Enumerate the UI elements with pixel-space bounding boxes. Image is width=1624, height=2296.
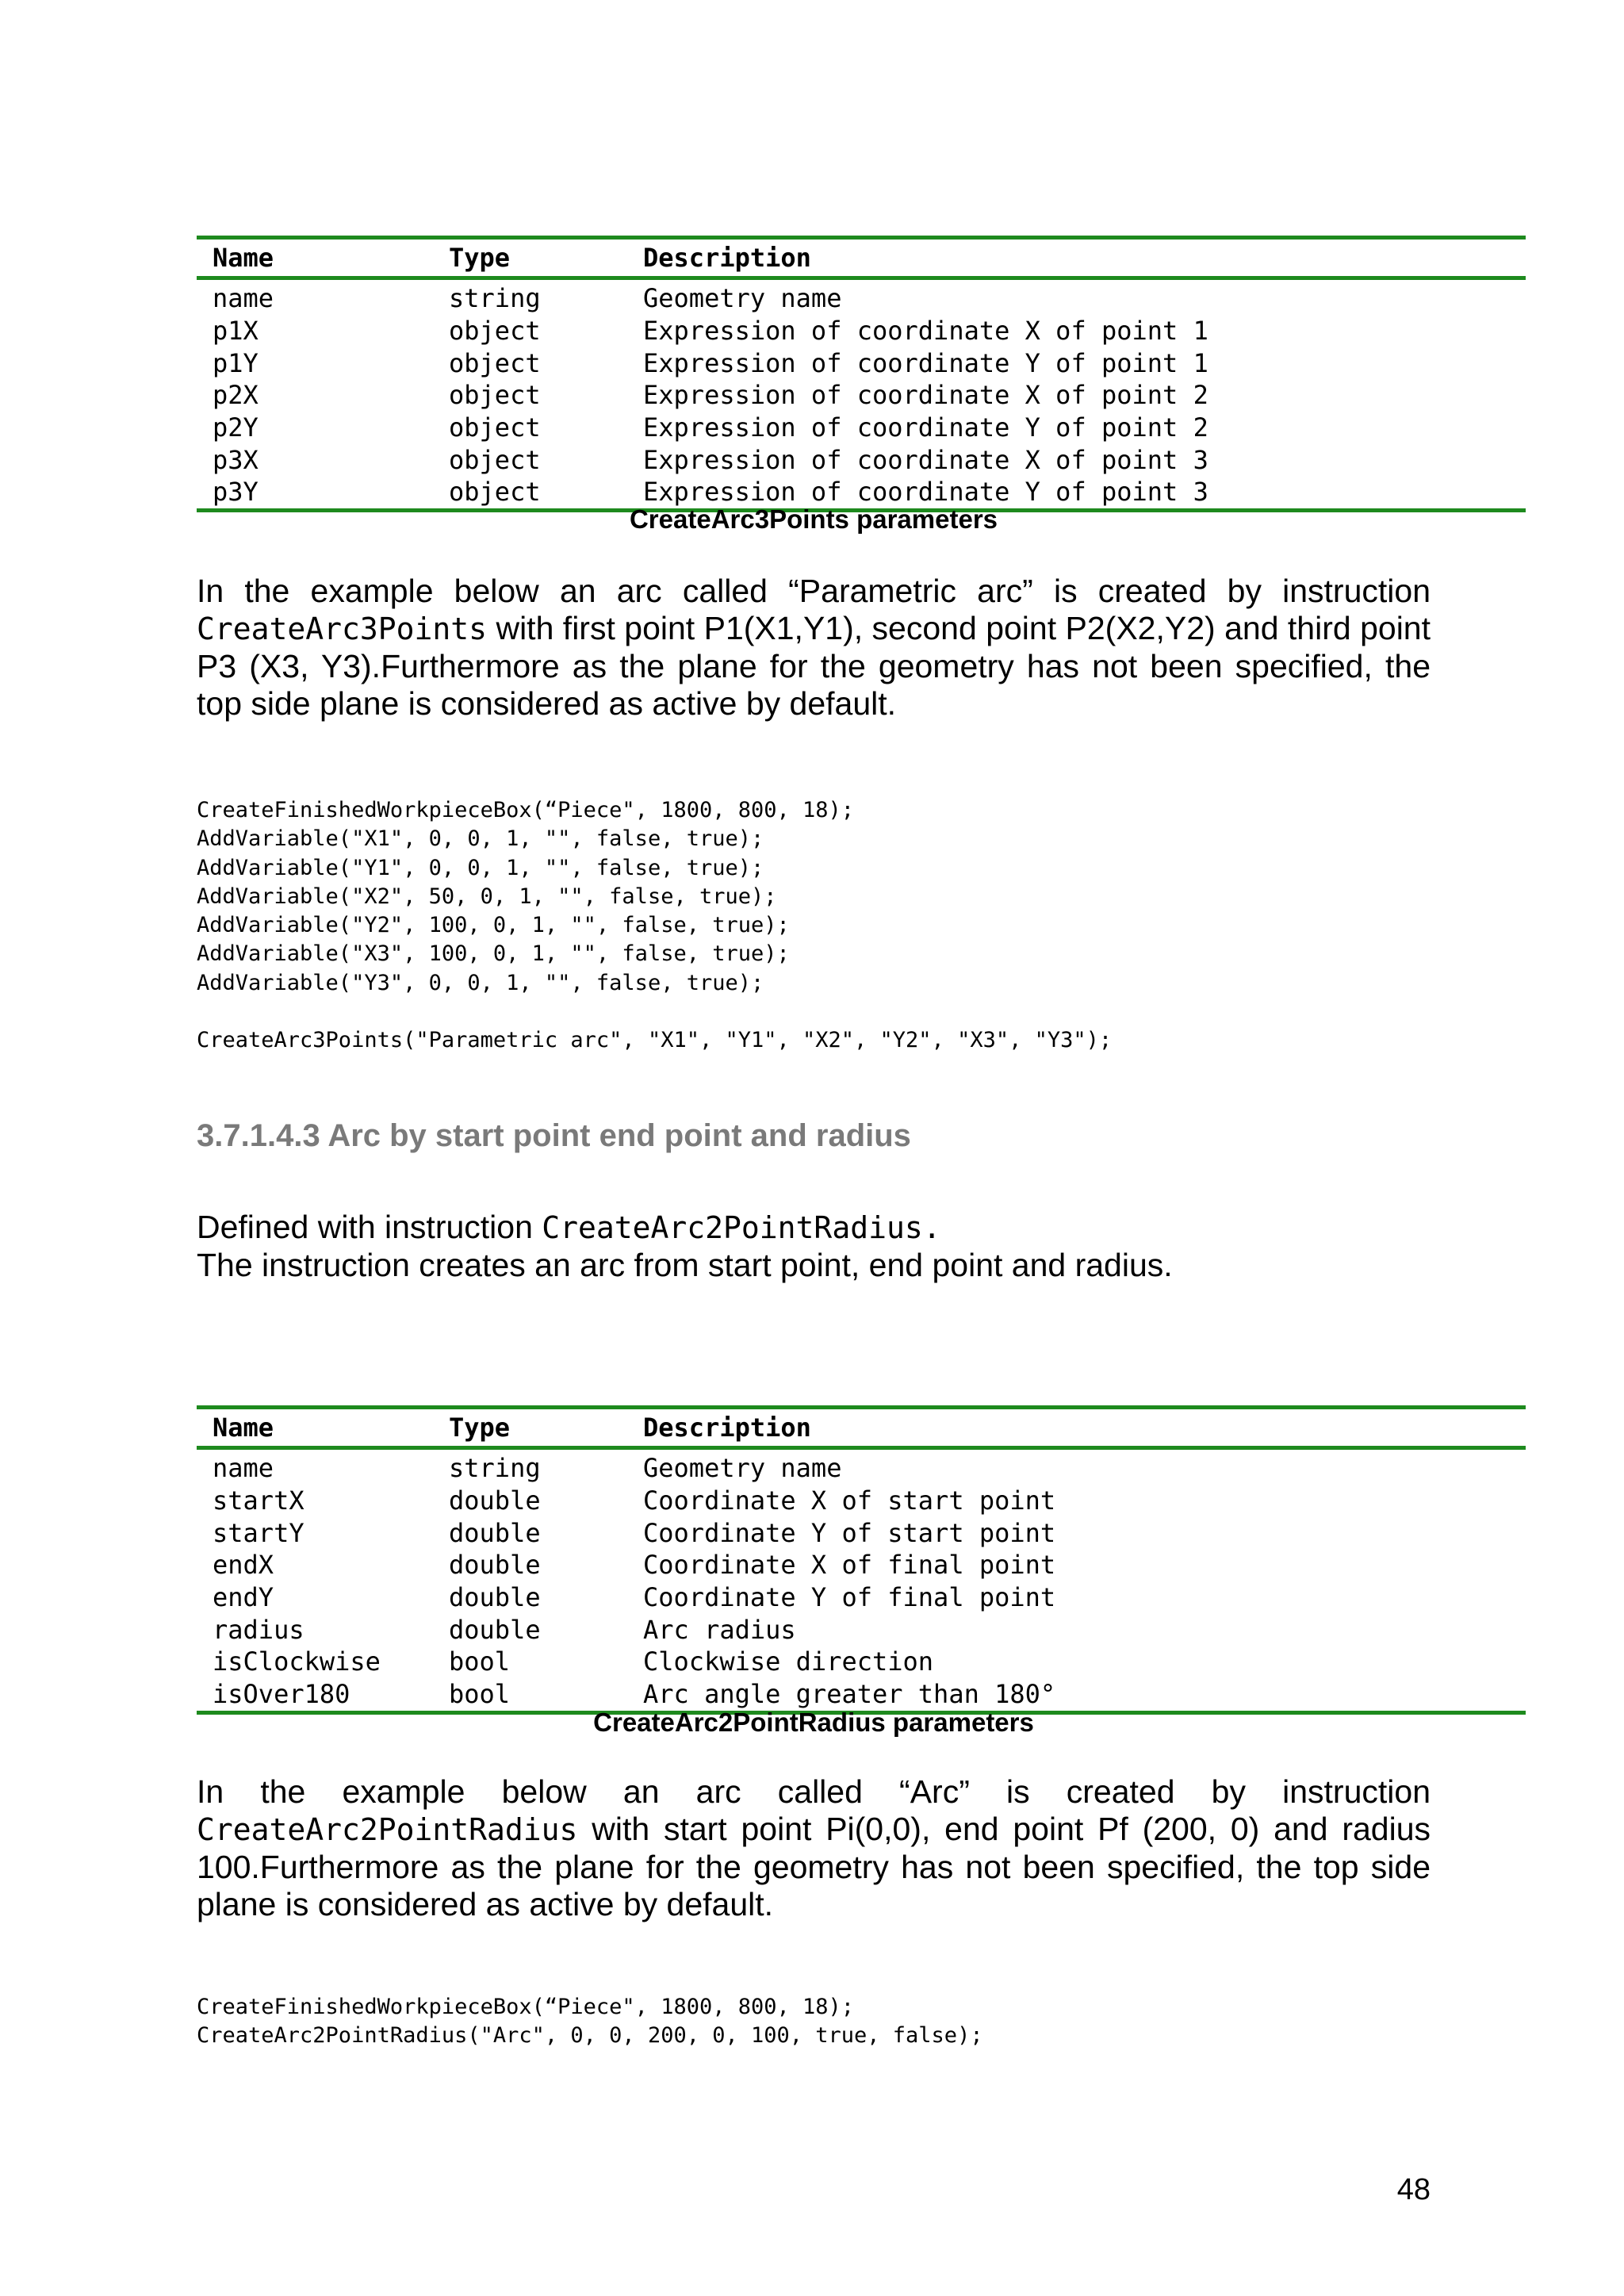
cell-type: object	[449, 412, 541, 443]
table-row	[197, 1516, 1526, 1549]
cell-name: endY	[213, 1582, 274, 1613]
table-row	[197, 282, 1526, 315]
example-paragraph-arc3points	[197, 573, 1431, 723]
inline-code: CreateArc2PointRadius	[197, 1812, 578, 1847]
paragraph-text: with first point P1(X1,Y1), second point P2(X2,Y2) and third point P3 (X3, Y3).Furthermore as the plane for the geometry has not been specified, the top side plane is considered as active by default.	[197, 610, 1431, 722]
cell-description: Coordinate Y of start point	[643, 1517, 1056, 1548]
table-caption-arc2pointradius: CreateArc2PointRadius parameters	[593, 1708, 1034, 1737]
cell-description: Arc angle greater than 180°	[643, 1679, 1056, 1710]
header-name: Name	[213, 243, 274, 273]
cell-type: double	[449, 1485, 541, 1516]
cell-name: isOver180	[213, 1679, 350, 1710]
table-row	[197, 1613, 1526, 1646]
cell-type: bool	[449, 1679, 511, 1710]
cell-name: name	[213, 283, 274, 314]
cell-description: Expression of coordinate Y of point 1	[643, 347, 1208, 378]
page-number: 48	[1396, 2173, 1431, 2206]
header-name: Name	[213, 1412, 274, 1443]
cell-name: endX	[213, 1550, 274, 1581]
cell-name: isClockwise	[213, 1646, 381, 1677]
cell-description: Geometry name	[643, 1453, 842, 1484]
cell-type: double	[449, 1582, 541, 1613]
inline-code: CreateArc2PointRadius.	[542, 1210, 941, 1245]
cell-type: object	[449, 444, 541, 475]
code-example-arc2pointradius: CreateFinishedWorkpieceBox(“Piece", 1800, 800, 18); CreateArc2PointRadius("Arc", 0, 0, 200, 0, 100, true, false);	[197, 1995, 983, 2049]
paragraph-text: Defined with instruction	[197, 1209, 542, 1245]
cell-type: object	[449, 380, 541, 411]
table-row	[197, 1678, 1526, 1711]
table-body	[197, 1450, 1526, 1715]
cell-type: object	[449, 347, 541, 378]
table-row	[197, 379, 1526, 412]
cell-name: name	[213, 1453, 274, 1484]
cell-description: Coordinate X of start point	[643, 1485, 1056, 1516]
cell-name: p2Y	[213, 412, 259, 443]
cell-description: Geometry name	[643, 283, 842, 314]
table-body	[197, 280, 1526, 512]
header-description: Description	[643, 1412, 811, 1443]
table-row	[197, 1452, 1526, 1485]
cell-name: p3Y	[213, 477, 259, 508]
paragraph-text: with start point Pi(0,0), end point Pf (200, 0) and radius 100.Furthermore as the plane for the geometry has not been specified, the top side plane is considered as active by default.	[197, 1811, 1431, 1922]
cell-description: Expression of coordinate X of point 3	[643, 444, 1208, 475]
table-row	[197, 1581, 1526, 1614]
cell-description: Coordinate Y of final point	[643, 1582, 1056, 1613]
cell-name: startX	[213, 1485, 304, 1516]
cell-type: double	[449, 1550, 541, 1581]
section-heading: 3.7.1.4.3 Arc by start point end point and radius	[197, 1118, 911, 1153]
cell-name: startY	[213, 1517, 304, 1548]
table-row	[197, 315, 1526, 347]
code-example-arc3points: CreateFinishedWorkpieceBox(“Piece", 1800, 800, 18); AddVariable("X1", 0, 0, 1, "", false, true); AddVariable("Y1", 0, 0, 1, "", false, true); AddVariable("X2", 50, 0, 1, "", false, true); AddVariable("Y2", 100, 0, 1, "", false, true); AddVariable("X3", 100, 0, 1, "", false, true); AddVariable("Y3", 0, 0, 1, "", false, true); CreateArc3Points("Parametric arc", "X1", "Y1", "X2", "Y2", "X3", "Y3");	[197, 798, 1113, 1053]
table-row	[197, 476, 1526, 508]
cell-description: Coordinate X of final point	[643, 1550, 1056, 1581]
header-type: Type	[449, 243, 511, 273]
table-row	[197, 1549, 1526, 1581]
cell-description: Expression of coordinate Y of point 3	[643, 477, 1208, 508]
table-row	[197, 412, 1526, 444]
cell-description: Expression of coordinate X of point 2	[643, 380, 1208, 411]
cell-type: double	[449, 1614, 541, 1645]
table-header	[197, 1405, 1526, 1450]
cell-description: Expression of coordinate X of point 1	[643, 316, 1208, 347]
table-caption-arc3points: CreateArc3Points parameters	[629, 504, 998, 534]
cell-description: Expression of coordinate Y of point 2	[643, 412, 1208, 443]
definition-paragraph	[197, 1209, 1431, 1284]
cell-description: Clockwise direction	[643, 1646, 934, 1677]
cell-type: object	[449, 316, 541, 347]
cell-name: p3X	[213, 444, 259, 475]
table-row	[197, 1485, 1526, 1517]
table-row	[197, 1646, 1526, 1678]
cell-name: p1X	[213, 316, 259, 347]
paragraph-text: In the example below an arc called “Parametric arc” is created by instruction	[197, 573, 1431, 609]
cell-type: bool	[449, 1646, 511, 1677]
cell-description: Arc radius	[643, 1614, 796, 1645]
paragraph-text: The instruction creates an arc from start point, end point and radius.	[197, 1247, 1173, 1283]
parameters-table-arc3points	[197, 236, 1526, 512]
table-row	[197, 347, 1526, 379]
cell-type: double	[449, 1517, 541, 1548]
cell-name: radius	[213, 1614, 304, 1645]
inline-code: CreateArc3Points	[197, 611, 488, 646]
parameters-table-arc2pointradius	[197, 1405, 1526, 1715]
table-row	[197, 443, 1526, 476]
table-header	[197, 236, 1526, 280]
header-description: Description	[643, 243, 811, 273]
cell-name: p1Y	[213, 347, 259, 378]
cell-type: object	[449, 477, 541, 508]
header-type: Type	[449, 1412, 511, 1443]
paragraph-text: In the example below an arc called “Arc” is created by instruction	[197, 1773, 1431, 1810]
cell-name: p2X	[213, 380, 259, 411]
cell-type: string	[449, 283, 541, 314]
example-paragraph-arc2pointradius	[197, 1773, 1431, 1923]
cell-type: string	[449, 1453, 541, 1484]
